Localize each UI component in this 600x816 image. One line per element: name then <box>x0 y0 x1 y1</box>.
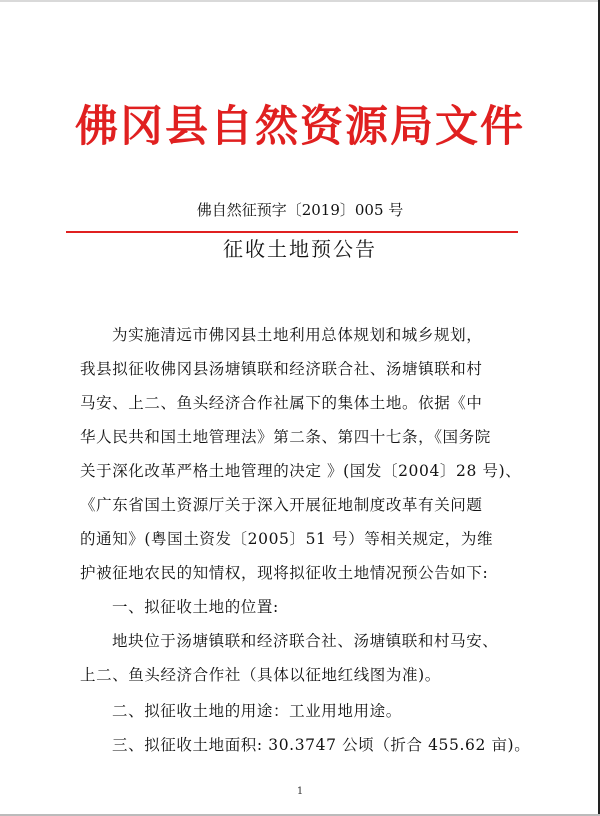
section-1-line: 地块位于汤塘镇联和经济联合社、汤塘镇联和村马安、 <box>112 632 499 650</box>
issuer-title: 佛冈县自然资源局文件 <box>75 102 525 152</box>
scan-edge-top <box>0 0 600 2</box>
document-number: 佛自然征预字〔2019〕005 号 <box>196 201 404 219</box>
notice-title: 征收土地预公告 <box>223 237 377 261</box>
intro-line: 华人民共和国土地管理法》第二条、第四十七条，《国务院 <box>80 428 491 446</box>
intro-line: 《广东省国土资源厅关于深入开展征地制度改革有关问题 <box>80 496 483 514</box>
section-2: 二、拟征收土地的用途：工业用地用途。 <box>112 702 402 720</box>
intro-line: 马安、上二、鱼头经济合作社属下的集体土地。依据《中 <box>80 394 483 412</box>
intro-line: 为实施清远市佛冈县土地利用总体规划和城乡规划， <box>112 326 483 344</box>
section-1-heading: 一、拟征收土地的位置: <box>112 598 279 616</box>
intro-line: 护被征地农民的知情权，现将拟征收土地情况预公告如下: <box>80 564 489 582</box>
intro-line: 关于深化改革严格土地管理的决定 》(国发〔2004〕28 号)、 <box>80 462 522 480</box>
section-3: 三、拟征收土地面积: 30.3747 公顷（折合 455.62 亩)。 <box>112 736 531 754</box>
intro-line: 我县拟征收佛冈县汤塘镇联和经济联合社、汤塘镇联和村 <box>80 360 483 378</box>
page-number: 1 <box>296 786 304 797</box>
section-1-line: 上二、鱼头经济合作社（具体以征地红线图为准)。 <box>80 666 441 684</box>
intro-line: 的通知》(粤国土资发〔2005〕51 号）等相关规定，为维 <box>80 530 494 548</box>
red-divider-rule <box>66 231 518 233</box>
